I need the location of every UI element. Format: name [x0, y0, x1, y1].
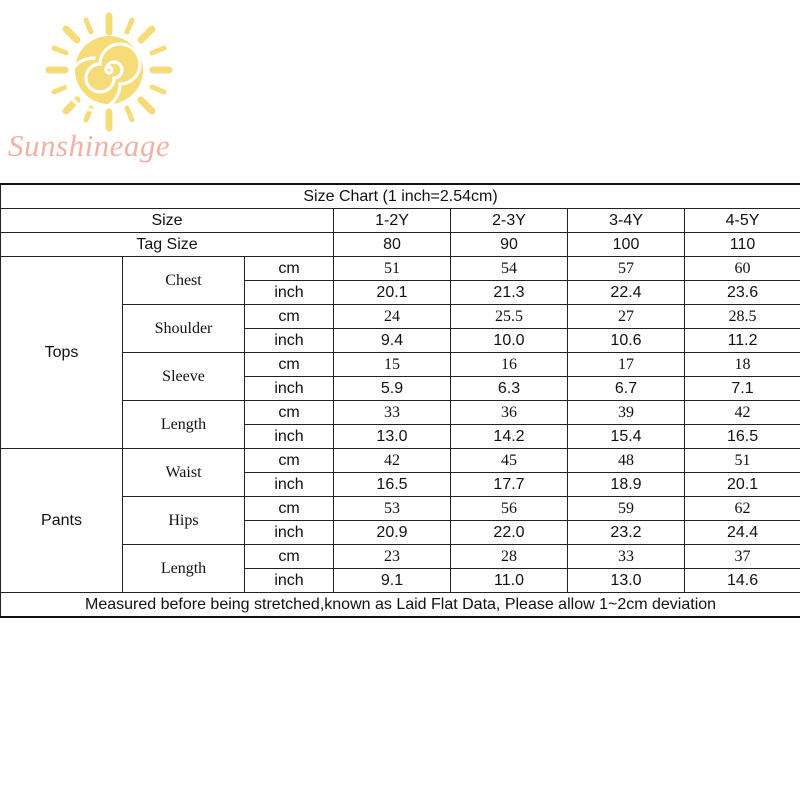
measurement-label: Hips: [123, 497, 245, 545]
measurement-value: 22.4: [568, 281, 685, 305]
unit-label: inch: [245, 377, 334, 401]
measurement-value: 28: [451, 545, 568, 569]
brand-name: Sunshineage: [8, 128, 171, 163]
measurement-value: 33: [334, 401, 451, 425]
measurement-value: 56: [451, 497, 568, 521]
measurement-value: 18.9: [568, 473, 685, 497]
measurement-note: Measured before being stretched,known as Laid Flat Data, Please allow 1~2cm deviation: [1, 593, 800, 618]
unit-label: cm: [245, 497, 334, 521]
measurement-value: 6.3: [451, 377, 568, 401]
measurement-value: 23.6: [685, 281, 800, 305]
measurement-value: 57: [568, 257, 685, 281]
measurement-value: 28.5: [685, 305, 800, 329]
size-chart-table: [0, 183, 800, 618]
measurement-label: Length: [123, 401, 245, 449]
measurement-value: 14.2: [451, 425, 568, 449]
unit-label: cm: [245, 401, 334, 425]
measurement-value: 36: [451, 401, 568, 425]
section-label: Tops: [1, 257, 123, 449]
measurement-value: 20.1: [685, 473, 800, 497]
measurement-value: 18: [685, 353, 800, 377]
measurement-value: 42: [685, 401, 800, 425]
measurement-label: Sleeve: [123, 353, 245, 401]
measurement-value: 20.9: [334, 521, 451, 545]
measurement-value: 17: [568, 353, 685, 377]
measurement-value: 51: [685, 449, 800, 473]
measurement-label: Waist: [123, 449, 245, 497]
measurement-value: 21.3: [451, 281, 568, 305]
tag-size-3: 100: [568, 233, 685, 257]
measurement-value: 10.0: [451, 329, 568, 353]
measurement-value: 16.5: [685, 425, 800, 449]
section-label: Pants: [1, 449, 123, 593]
measurement-value: 10.6: [568, 329, 685, 353]
size-col-4: 4-5Y: [685, 209, 800, 233]
measurement-value: 24.4: [685, 521, 800, 545]
unit-label: cm: [245, 305, 334, 329]
measurement-value: 51: [334, 257, 451, 281]
tag-size-4: 110: [685, 233, 800, 257]
measurement-value: 54: [451, 257, 568, 281]
measurement-value: 15: [334, 353, 451, 377]
measurement-value: 23.2: [568, 521, 685, 545]
measurement-value: 39: [568, 401, 685, 425]
measurement-value: 6.7: [568, 377, 685, 401]
measurement-value: 17.7: [451, 473, 568, 497]
measurement-value: 48: [568, 449, 685, 473]
measurement-value: 24: [334, 305, 451, 329]
unit-label: cm: [245, 545, 334, 569]
measurement-value: 25.5: [451, 305, 568, 329]
measurement-value: 45: [451, 449, 568, 473]
unit-label: cm: [245, 353, 334, 377]
measurement-value: 59: [568, 497, 685, 521]
measurement-value: 5.9: [334, 377, 451, 401]
unit-label: inch: [245, 281, 334, 305]
measurement-value: 14.6: [685, 569, 800, 593]
unit-label: inch: [245, 521, 334, 545]
measurement-value: 62: [685, 497, 800, 521]
measurement-label: Shoulder: [123, 305, 245, 353]
measurement-value: 22.0: [451, 521, 568, 545]
brand-logo: [0, 0, 230, 175]
measurement-label: Chest: [123, 257, 245, 305]
unit-label: inch: [245, 329, 334, 353]
measurement-value: 20.1: [334, 281, 451, 305]
measurement-value: 11.0: [451, 569, 568, 593]
unit-label: inch: [245, 425, 334, 449]
measurement-value: 9.4: [334, 329, 451, 353]
table-row: [1, 257, 800, 281]
chart-title: Size Chart (1 inch=2.54cm): [1, 184, 800, 209]
size-col-3: 3-4Y: [568, 209, 685, 233]
measurement-value: 53: [334, 497, 451, 521]
measurement-label: Length: [123, 545, 245, 593]
measurement-value: 33: [568, 545, 685, 569]
size-col-1: 1-2Y: [334, 209, 451, 233]
unit-label: cm: [245, 449, 334, 473]
unit-label: cm: [245, 257, 334, 281]
measurement-value: 37: [685, 545, 800, 569]
note-row: [1, 593, 800, 618]
measurement-value: 9.1: [334, 569, 451, 593]
size-col-2: 2-3Y: [451, 209, 568, 233]
measurement-value: 15.4: [568, 425, 685, 449]
measurement-value: 16: [451, 353, 568, 377]
tag-size-1: 80: [334, 233, 451, 257]
measurement-value: 16.5: [334, 473, 451, 497]
measurement-value: 23: [334, 545, 451, 569]
measurement-value: 27: [568, 305, 685, 329]
measurement-value: 13.0: [334, 425, 451, 449]
table-row: [1, 449, 800, 473]
unit-label: inch: [245, 473, 334, 497]
measurement-value: 13.0: [568, 569, 685, 593]
tag-size-2: 90: [451, 233, 568, 257]
tag-size-label: Tag Size: [1, 233, 334, 257]
unit-label: inch: [245, 569, 334, 593]
measurement-value: 42: [334, 449, 451, 473]
size-label: Size: [1, 209, 334, 233]
measurement-value: 7.1: [685, 377, 800, 401]
sun-icon: [44, 12, 174, 132]
measurement-value: 60: [685, 257, 800, 281]
measurement-value: 11.2: [685, 329, 800, 353]
